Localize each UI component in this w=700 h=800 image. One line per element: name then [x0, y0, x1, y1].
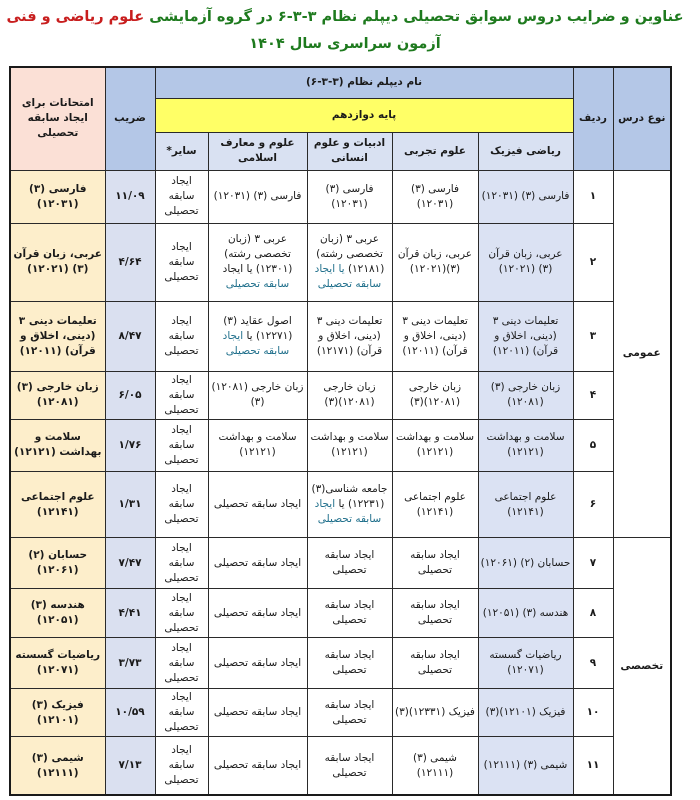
- coefficients-table: [9, 66, 672, 796]
- row-number: ۸: [573, 589, 613, 638]
- cell-islamic: سلامت و بهداشت (۱۲۱۲۱): [208, 419, 307, 471]
- cell-other: ایجاد سابقه تحصیلی: [155, 689, 208, 737]
- cell-other: ایجاد سابقه تحصیلی: [155, 419, 208, 471]
- cell-coefficient: ۷/۴۷: [105, 538, 155, 589]
- cell-islamic: [208, 301, 307, 371]
- cell-coefficient: ۱۱/۰۹: [105, 170, 155, 223]
- cell-islamic: فارسی (۳) (۱۲۰۳۱): [208, 170, 307, 223]
- cell-exam: سلامت و بهداشت (۱۲۱۲۱): [10, 419, 105, 471]
- table-row: [10, 371, 671, 419]
- cell-coefficient: ۱۰/۵۹: [105, 689, 155, 737]
- cell-other: ایجاد سابقه تحصیلی: [155, 737, 208, 795]
- cell-humanities: زبان خارجی (۱۲۰۸۱)(۳): [307, 371, 392, 419]
- cell-humanities-main: جامعه شناسی(۳) (۱۲۲۳۱) یا: [311, 483, 388, 511]
- row-number: ۲: [573, 223, 613, 301]
- cell-exam: شیمی (۳) (۱۲۱۱۱): [10, 737, 105, 795]
- cell-islamic: [208, 223, 307, 301]
- row-number: ۷: [573, 538, 613, 589]
- cell-humanities-main: عربی ۳ (زبان تخصصی رشته)(۱۲۱۸۱): [316, 233, 385, 276]
- table-row: [10, 471, 671, 537]
- cell-humanities: ایجاد سابقه تحصیلی: [307, 638, 392, 689]
- header-field-experimental: علوم تجربی: [392, 132, 478, 170]
- cell-other: ایجاد سابقه تحصیلی: [155, 170, 208, 223]
- table-row: [10, 589, 671, 638]
- cell-experimental: فیزیک (۱۲۳۳۱)(۳): [392, 689, 478, 737]
- table-row: [10, 170, 671, 223]
- title-accent: علوم ریاضی و فنی: [6, 9, 145, 25]
- cell-exam: حسابان (۲) (۱۲۰۶۱): [10, 538, 105, 589]
- cell-coefficient: ۱/۳۱: [105, 471, 155, 537]
- cell-islamic: ایجاد سابقه تحصیلی: [208, 538, 307, 589]
- cell-math: فیزیک (۱۲۱۰۱)(۳): [478, 689, 573, 737]
- cell-other: ایجاد سابقه تحصیلی: [155, 589, 208, 638]
- row-number: ۱: [573, 170, 613, 223]
- cell-experimental: عربی، زبان قرآن (۳)(۱۲۰۲۱): [392, 223, 478, 301]
- header-exams: امتحانات برای ایجاد سابقه تحصیلی: [10, 67, 105, 170]
- row-number: ۴: [573, 371, 613, 419]
- row-number: ۵: [573, 419, 613, 471]
- cell-islamic: زبان خارجی (۱۲۰۸۱)(۳): [208, 371, 307, 419]
- cell-experimental: سلامت و بهداشت (۱۲۱۲۱): [392, 419, 478, 471]
- cell-islamic: ایجاد سابقه تحصیلی: [208, 589, 307, 638]
- cell-other: ایجاد سابقه تحصیلی: [155, 471, 208, 537]
- cell-exam: زبان خارجی (۳) (۱۲۰۸۱): [10, 371, 105, 419]
- cell-humanities-alt: یا ایجاد سابقه تحصیلی: [314, 263, 382, 291]
- cell-math: فارسی (۳) (۱۲۰۳۱): [478, 170, 573, 223]
- cell-exam: ریاضیات گسسته (۱۲۰۷۱): [10, 638, 105, 689]
- cell-exam: هندسه (۳) (۱۲۰۵۱): [10, 589, 105, 638]
- cell-other: ایجاد سابقه تحصیلی: [155, 223, 208, 301]
- table-row: [10, 223, 671, 301]
- cell-exam: فیزیک (۳) (۱۲۱۰۱): [10, 689, 105, 737]
- cell-humanities: ایجاد سابقه تحصیلی: [307, 689, 392, 737]
- cell-humanities: [307, 223, 392, 301]
- table-row: [10, 301, 671, 371]
- cell-islamic-alt: سابقه تحصیلی: [225, 278, 290, 291]
- cell-experimental: فارسی (۳) (۱۲۰۳۱): [392, 170, 478, 223]
- cell-experimental: علوم اجتماعی (۱۲۱۴۱): [392, 471, 478, 537]
- cell-math: تعلیمات دینی ۳ (دینی، اخلاق و قرآن) (۱۲۰۱۱): [478, 301, 573, 371]
- cell-humanities: فارسی (۳) (۱۲۰۳۱): [307, 170, 392, 223]
- header-diploma-system: نام دیپلم نظام (۳-۳-۶): [155, 67, 573, 98]
- cell-coefficient: ۱/۷۶: [105, 419, 155, 471]
- cell-humanities: [307, 471, 392, 537]
- cell-islamic-alt: ایجاد سابقه تحصیلی: [222, 329, 290, 357]
- cell-humanities: ایجاد سابقه تحصیلی: [307, 737, 392, 795]
- cell-exam: تعلیمات دینی ۳ (دینی، اخلاق و قرآن) (۱۲۰۱۱): [10, 301, 105, 371]
- cell-coefficient: ۶/۰۵: [105, 371, 155, 419]
- cell-experimental: زبان خارجی (۱۲۰۸۱)(۳): [392, 371, 478, 419]
- cell-humanities: تعلیمات دینی ۳ (دینی، اخلاق و قرآن) (۱۲۱۷۱): [307, 301, 392, 371]
- row-number: ۱۱: [573, 737, 613, 795]
- title-line-1: [0, 4, 690, 30]
- cell-math: شیمی (۳) (۱۲۱۱۱): [478, 737, 573, 795]
- cell-coefficient: ۷/۱۳: [105, 737, 155, 795]
- header-course-type: نوع درس: [613, 67, 671, 170]
- cell-math: علوم اجتماعی (۱۲۱۴۱): [478, 471, 573, 537]
- cell-humanities: سلامت و بهداشت (۱۲۱۲۱): [307, 419, 392, 471]
- cell-islamic: ایجاد سابقه تحصیلی: [208, 737, 307, 795]
- table-row: [10, 419, 671, 471]
- table-row: [10, 638, 671, 689]
- cell-math: ریاضیات گسسته (۱۲۰۷۱): [478, 638, 573, 689]
- row-number: ۹: [573, 638, 613, 689]
- cell-other: ایجاد سابقه تحصیلی: [155, 638, 208, 689]
- cell-experimental: ایجاد سابقه تحصیلی: [392, 589, 478, 638]
- table-row: [10, 689, 671, 737]
- cell-coefficient: ۸/۴۷: [105, 301, 155, 371]
- row-number: ۶: [573, 471, 613, 537]
- table-row: [10, 737, 671, 795]
- cell-humanities: ایجاد سابقه تحصیلی: [307, 538, 392, 589]
- cell-exam: فارسی (۳) (۱۲۰۳۱): [10, 170, 105, 223]
- header-field-islamic: علوم و معارف اسلامی: [208, 132, 307, 170]
- cell-experimental: شیمی (۳) (۱۲۱۱۱): [392, 737, 478, 795]
- cell-experimental: ایجاد سابقه تحصیلی: [392, 538, 478, 589]
- table-row: [10, 538, 671, 589]
- group-specialized: تخصصی: [613, 538, 671, 795]
- cell-islamic-main: عربی ۳ (زبان تخصصی رشته) (۱۲۳۰۱) یا ایجاد: [222, 233, 293, 276]
- cell-other: ایجاد سابقه تحصیلی: [155, 538, 208, 589]
- cell-exam: عربی، زبان قرآن (۳) (۱۲۰۲۱): [10, 223, 105, 301]
- cell-islamic: ایجاد سابقه تحصیلی: [208, 471, 307, 537]
- cell-other: ایجاد سابقه تحصیلی: [155, 301, 208, 371]
- row-number: ۱۰: [573, 689, 613, 737]
- header-field-humanities: ادبیات و علوم انسانی: [307, 132, 392, 170]
- header-row-no: ردیف: [573, 67, 613, 170]
- header-field-other: سایر*: [155, 132, 208, 170]
- cell-humanities-alt: ایجاد سابقه تحصیلی: [314, 498, 382, 526]
- cell-coefficient: ۳/۷۳: [105, 638, 155, 689]
- cell-math: عربی، زبان قرآن (۳) (۱۲۰۲۱): [478, 223, 573, 301]
- cell-math: هندسه (۳) (۱۲۰۵۱): [478, 589, 573, 638]
- title-line-2: آزمون سراسری سال ۱۴۰۴: [249, 36, 441, 52]
- title-prefix: عناوین و ضرایب دروس سوابق تحصیلی دیپلم نظام ۳-۳-۶ در گروه آزمایشی: [149, 9, 684, 25]
- group-general: عمومی: [613, 170, 671, 537]
- row-number: ۳: [573, 301, 613, 371]
- cell-experimental: ایجاد سابقه تحصیلی: [392, 638, 478, 689]
- cell-islamic: ایجاد سابقه تحصیلی: [208, 638, 307, 689]
- cell-math: زبان خارجی (۳) (۱۲۰۸۱): [478, 371, 573, 419]
- cell-humanities: ایجاد سابقه تحصیلی: [307, 589, 392, 638]
- cell-other: ایجاد سابقه تحصیلی: [155, 371, 208, 419]
- cell-coefficient: ۴/۶۴: [105, 223, 155, 301]
- cell-experimental: تعلیمات دینی ۳ (دینی، اخلاق و قرآن) (۱۲۰۱۱): [392, 301, 478, 371]
- page-title: [0, 4, 690, 57]
- cell-islamic-main: اصول عقاید (۳)(۱۲۲۷۱) یا: [223, 314, 293, 342]
- cell-math: حسابان (۲) (۱۲۰۶۱): [478, 538, 573, 589]
- cell-islamic: ایجاد سابقه تحصیلی: [208, 689, 307, 737]
- header-coefficient: ضریب: [105, 67, 155, 170]
- cell-coefficient: ۴/۴۱: [105, 589, 155, 638]
- header-grade: پایه دوازدهم: [155, 98, 573, 132]
- cell-exam: علوم اجتماعی (۱۲۱۴۱): [10, 471, 105, 537]
- header-field-math-physics: ریاضی فیزیک: [478, 132, 573, 170]
- cell-math: سلامت و بهداشت (۱۲۱۲۱): [478, 419, 573, 471]
